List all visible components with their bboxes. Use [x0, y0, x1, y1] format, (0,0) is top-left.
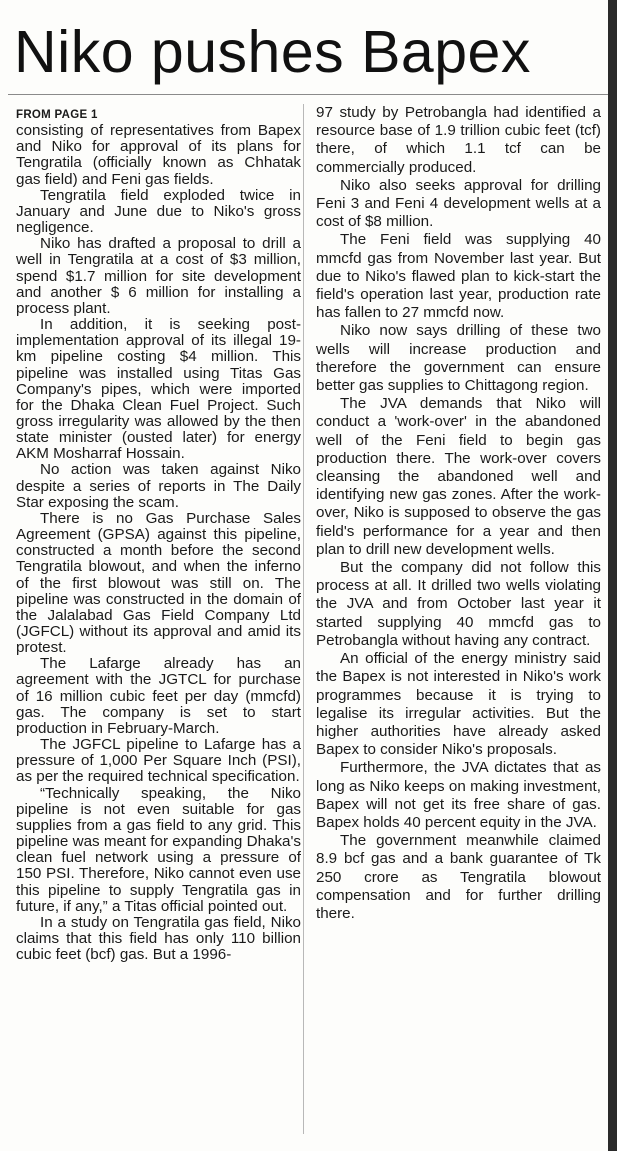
right-column — [316, 104, 601, 1134]
headline-rule — [8, 94, 608, 95]
paragraph: There is no Gas Purchase Sales Agreement (GPSA) against this pipeline, constructed a month before the second Tengratila blowout, and when the inferno of the first blowout was still on. The pipeline was constructed in the domain of the Jalalabad Gas Field Company Ltd (JGFCL) without its approval and amid its protest. — [16, 509, 301, 657]
scan-edge-shadow — [608, 0, 617, 1151]
left-column — [16, 107, 301, 1137]
paragraph: Tengratila field exploded twice in January and June due to Niko's gross negligence. — [16, 186, 301, 237]
paragraph: In a study on Tengratila gas field, Niko claims that this field has only 110 billion cubic feet (bcf) gas. But a 1996- — [16, 913, 301, 964]
paragraph: But the company did not follow this process at all. It drilled two wells violating the JVA and from October last year it started supplying 40 mmcfd gas to Petrobangla without having any contract. — [316, 559, 601, 649]
paragraph: The JGFCL pipeline to Lafarge has a pressure of 1,000 Per Square Inch (PSI), as per the required technical specification. — [16, 736, 301, 786]
paragraph: “Technically speaking, the Niko pipeline is not even suitable for gas supplies from a gas field to any grid. This pipeline was meant for expanding Dhaka's clean fuel network using a pressure of 150 PSI. Therefore, Niko cannot even use this pipeline to supply Tengratila gas in future, if any,” a Titas official pointed out. — [16, 784, 301, 915]
paragraph: In addition, it is seeking post-implementation approval of its illegal 19-km pipeline costing $4 million. This pipeline was installed using Titas Gas Company's pipes, which were imported for the Dhaka Clean Fuel Project. Such gross irregularity was allowed by the then state minister (ousted later) for energy AKM Mosharraf Hossain. — [16, 316, 301, 463]
paragraph: The JVA demands that Niko will conduct a 'work-over' in the abandoned well of the Feni field to begin gas production there. The work-over covers cleansing the abandoned well and identifying new gas zones. After the work-over, Niko is supposed to observe the gas field's performance for a year and then plan to drill new development wells. — [316, 395, 601, 558]
paragraph: The Lafarge already has an agreement with the JGTCL for purchase of 16 million cubic feet per day (mmcfd) gas. The company is set to start production in February-March. — [16, 655, 301, 737]
paragraph: 97 study by Petrobangla had identified a resource base of 1.9 trillion cubic feet (tcf) there, of which 1.1 tcf can be commercially produced. — [316, 104, 601, 176]
paragraph: The Feni field was supplying 40 mmcfd gas from November last year. But due to Niko's flawed plan to kick-start the field's operation last year, production rate has fallen to 27 mmcfd now. — [316, 231, 601, 322]
paragraph: An official of the energy ministry said the Bapex is not interested in Niko's work programmes because it is trying to legalise its irregular activities. But the higher authorities have already asked Bapex to consider Niko's proposals. — [316, 650, 601, 759]
paragraph: consisting of representatives from Bapex and Niko for approval of its plans for Tengratila (officially known as Chhatak gas field) and Feni gas fields. — [16, 122, 301, 188]
column-divider — [303, 104, 304, 1134]
paragraph: The government meanwhile claimed 8.9 bcf gas and a bank guarantee of Tk 250 crore as Tengratila blowout compensation and for further drilling there. — [316, 832, 601, 922]
paragraph: Niko also seeks approval for drilling Feni 3 and Feni 4 development wells at a cost of $8 million. — [316, 176, 601, 231]
paragraph: Furthermore, the JVA dictates that as long as Niko keeps on making investment, Bapex will not get its free share of gas. Bapex holds 40 percent equity in the JVA. — [316, 759, 601, 831]
paragraph: Niko has drafted a proposal to drill a well in Tengratila at a cost of $3 million, spend $1.7 million for site development and another $ 6 million for installing a process plant. — [16, 235, 301, 317]
paragraph: Niko now says drilling of these two wells will increase production and therefore the government can ensure better gas supplies to Chittagong region. — [316, 322, 601, 395]
headline: Niko pushes Bapex — [14, 19, 531, 85]
from-page-kicker: FROM PAGE 1 — [16, 109, 98, 121]
paragraph: No action was taken against Niko despite a series of reports in The Daily Star exposing the scam. — [16, 461, 301, 511]
